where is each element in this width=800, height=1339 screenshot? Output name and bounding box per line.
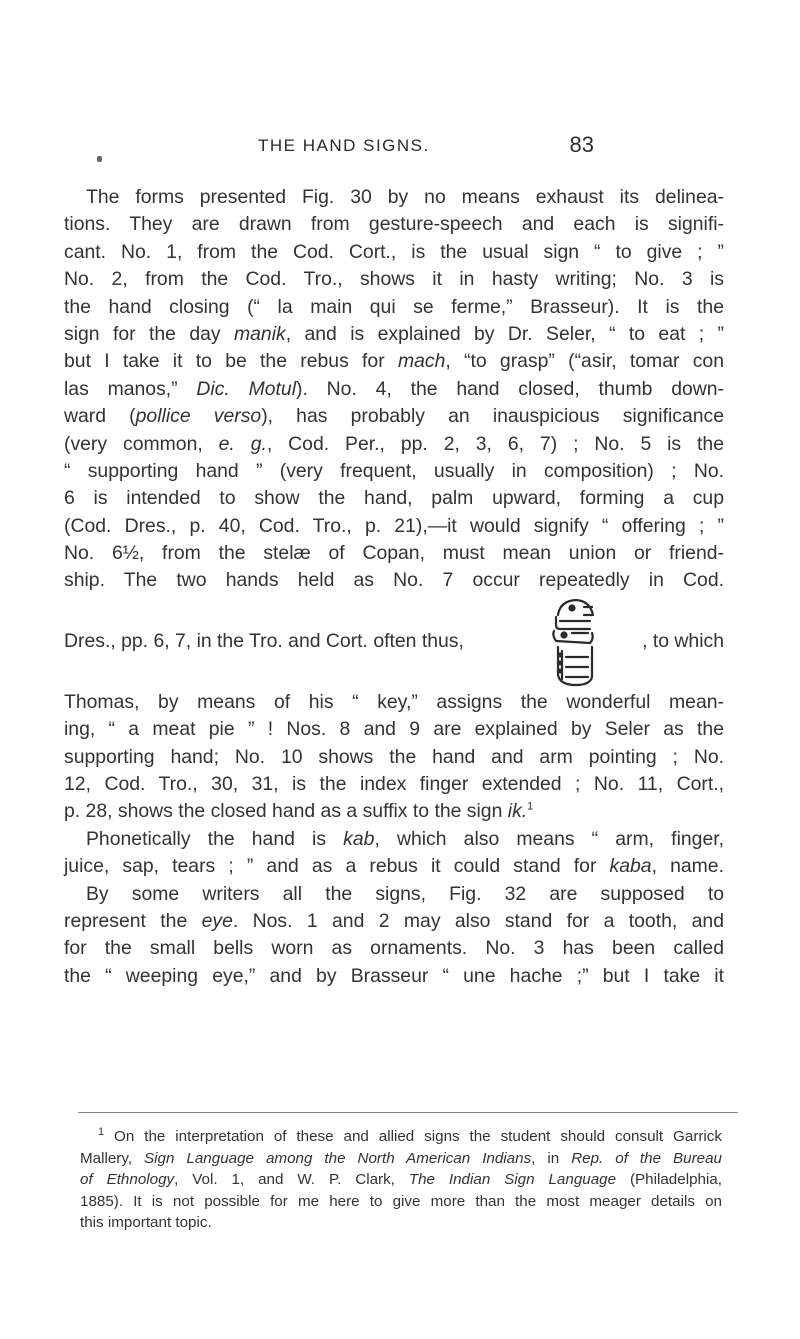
text-line: represent the eye. Nos. 1 and 2 may also stand for a tooth, and [64, 909, 724, 932]
text-line: ship. The two hands held as No. 7 occur repeatedly in Cod. [64, 569, 724, 592]
text-line: Thomas, by means of his “ key,” assigns the wonderful mean- [64, 690, 724, 713]
text-line: juice, sap, tears ; ” and as a rebus it could stand for kaba, name. [64, 855, 724, 878]
text-line: By some writers all the signs, Fig. 32 are supposed to [86, 882, 724, 905]
running-title: THE HAND SIGNS. [258, 136, 430, 155]
text-line: tions. They are drawn from gesture-speech and each is signifi- [64, 213, 724, 236]
footnote-line: $^1$ On the interpretation of these and allied signs the student should consult Garrick [98, 1125, 722, 1145]
text-line: Phonetically the hand is kab, which also means “ arm, finger, [86, 827, 724, 850]
footnote-divider [78, 1112, 738, 1113]
text-line: 12, Cod. Tro., 30, 31, is the index finger extended ; No. 11, Cort., [64, 773, 724, 796]
footnote-line: of Ethnology, Vol. 1, and W. P. Clark, The Indian Sign Language (Philadelphia, [80, 1171, 723, 1188]
footnote-line: this important topic. [80, 1214, 212, 1231]
text-line: the hand closing (“ la main qui se ferme,” Brasseur). It is the [64, 295, 724, 318]
text-line: p. 28, shows the closed hand as a suffix to the sign ik.$^1$ [64, 800, 534, 823]
footnote-line: Mallery, Sign Language among the North American Indians, in Rep. of the Bureau [80, 1149, 722, 1167]
text-line: sign for the day manik, and is explained by Dr. Seler, “ to eat ; ” [64, 322, 724, 345]
inline-figure-line [64, 595, 724, 689]
text-line: “ supporting hand ” (very frequent, usually in composition) ; No. [64, 459, 724, 482]
text-line: supporting hand; No. 10 shows the hand and arm pointing ; No. [64, 745, 724, 768]
text-line: but I take it to be the rebus for mach, “to grasp” (“asir, tomar con [64, 350, 724, 373]
text-line: (Cod. Dres., p. 40, Cod. Tro., p. 21),—it would signify “ offering ; ” [64, 514, 724, 537]
text-line: cant. No. 1, from the Cod. Cort., is the usual sign “ to give ; ” [64, 240, 724, 263]
text-line: ward (pollice verso), has probably an inauspicious significance [64, 405, 725, 428]
page-number: 83 [569, 132, 594, 157]
text-line: , to which [642, 629, 724, 652]
body-text [64, 184, 724, 990]
text-line: for the small bells worn as ornaments. No. 3 has been called [64, 937, 724, 960]
text-line: the “ weeping eye,” and by Brasseur “ une hache ;” but I take it [64, 964, 724, 987]
text-line: The forms presented Fig. 30 by no means exhaust its delinea- [86, 186, 724, 208]
text-line: No. 2, from the Cod. Tro., shows it in hasty writing; No. 3 is [64, 268, 724, 291]
maya-glyph-icon [544, 595, 602, 689]
text-line: Dres., pp. 6, 7, in the Tro. and Cort. often thus, [64, 629, 464, 652]
footnote [80, 1126, 722, 1234]
text-line: (very common, e. g., Cod. Per., pp. 2, 3, 6, 7) ; No. 5 is the [64, 432, 724, 455]
text-line: 6 is intended to show the hand, palm upward, forming a cup [64, 487, 724, 510]
text-line: No. 6½, from the stelæ of Copan, must mean union or friend- [64, 542, 724, 565]
footnote-line: 1885). It is not possible for me here to give more than the most meager details on [80, 1192, 722, 1210]
text-line: las manos,” Dic. Motul). No. 4, the hand closed, thumb down- [64, 377, 725, 400]
footnote-ref: 1 [527, 800, 534, 813]
printer-mark [97, 156, 102, 162]
page-header [258, 132, 594, 166]
text-line: ing, “ a meat pie ” ! Nos. 8 and 9 are explained by Seler as the [64, 718, 724, 741]
